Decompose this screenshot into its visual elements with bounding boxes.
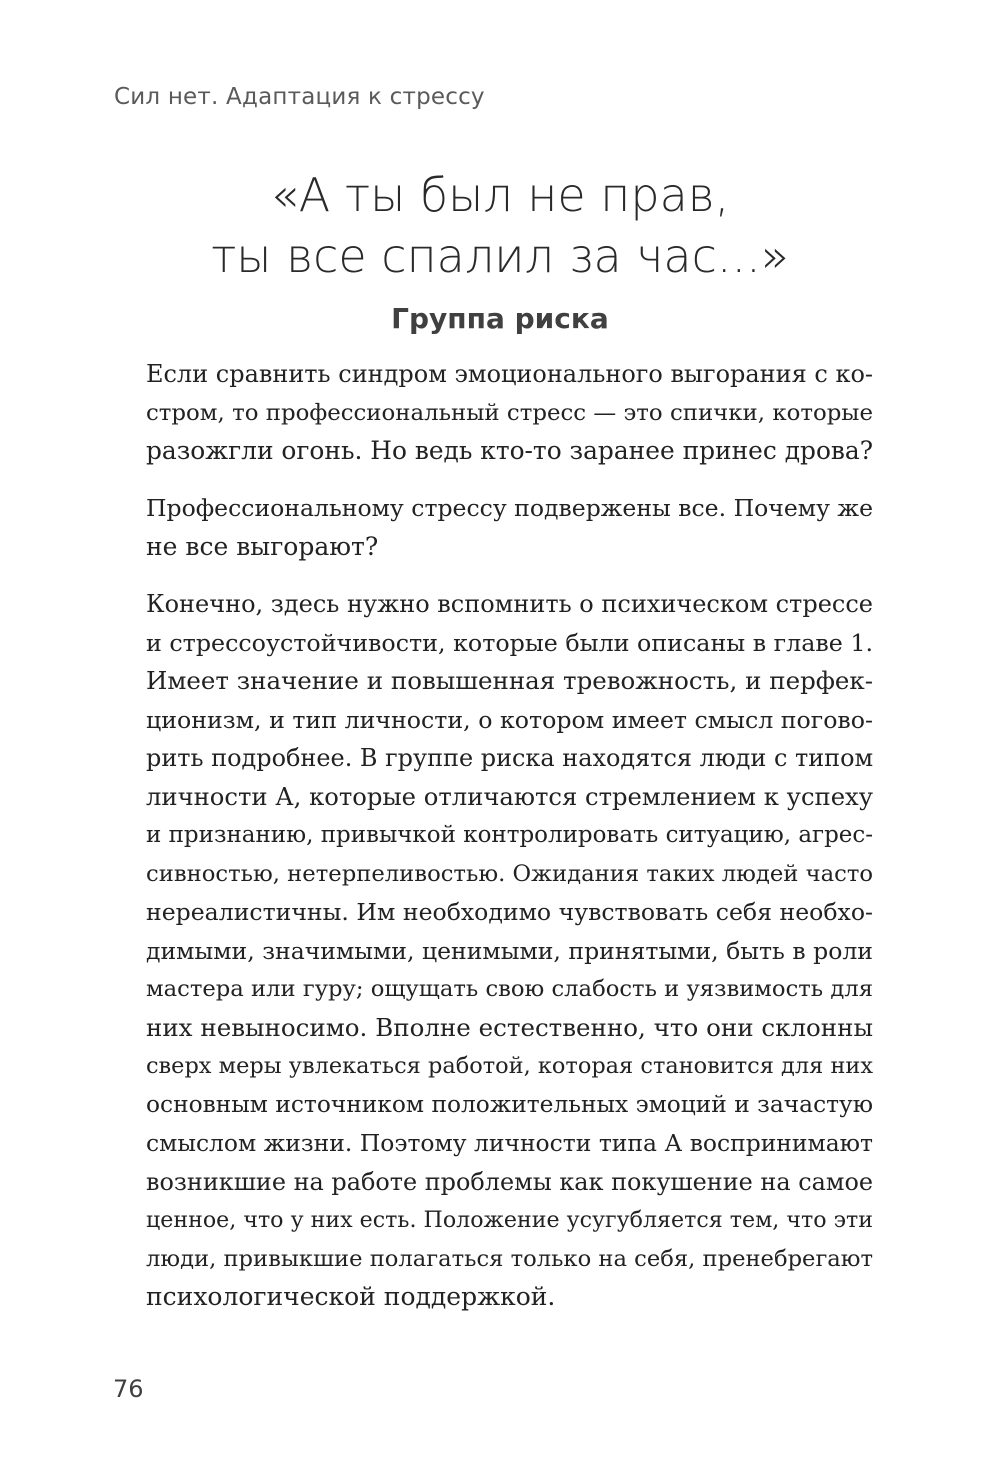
text-line: стром, то профессиональный стресс — это спички, которые	[146, 399, 873, 426]
text-line: сверх меры увлекаться работой, которая становится для них	[146, 1053, 873, 1079]
text-line: ционизм, и тип личности, о котором имеет смысл погово-	[146, 705, 873, 734]
text-line: Имеет значение и повышенная тревожность, и перфек-	[146, 666, 873, 695]
paragraph	[146, 585, 873, 1317]
text-line: не все выгорают?	[146, 531, 379, 561]
text-line: ценное, что у них есть. Положение усугубляется тем, что эти	[146, 1207, 873, 1233]
section-title: Группа риска	[391, 302, 609, 335]
text-line: психологической поддержкой.	[146, 1282, 556, 1311]
running-head: Сил нет. Адаптация к стрессу	[114, 84, 485, 110]
page-number: 76	[113, 1375, 144, 1403]
text-line: сивностью, нетерпеливостью. Ожидания таких людей часто	[146, 860, 874, 887]
text-line: личности А, которые отличаются стремлением к успеху	[146, 781, 873, 811]
paragraph	[146, 489, 873, 566]
text-line: Если сравнить синдром эмоционального выгорания с ко-	[146, 360, 873, 388]
text-line: димыми, значимыми, ценимыми, принятыми, быть в роли	[146, 936, 873, 965]
text-line: смыслом жизни. Поэтому личности типа А воспринимают	[146, 1129, 873, 1157]
text-line: Профессиональному стрессу подвержены все. Почему же	[146, 494, 873, 522]
chapter-title-line: «А ты был не прав,	[270, 168, 730, 222]
text-line: и признанию, привычкой контролировать ситуацию, агрес-	[146, 822, 873, 848]
text-line: них невыносимо. Вполне естественно, что они склонны	[146, 1012, 873, 1042]
text-line: возникшие на работе проблемы как покушение на самое	[146, 1167, 873, 1196]
text-line: Конечно, здесь нужно вспомнить о психическом стрессе	[146, 590, 873, 618]
text-line: разожгли огонь. Но ведь кто-то заранее принес дрова?	[146, 436, 874, 465]
text-line: мастера или гуру; ощущать свою слабость и уязвимость для	[146, 976, 873, 1002]
text-line: люди, привыкшие полагаться только на себя, пренебрегают	[146, 1245, 873, 1272]
paragraph	[146, 355, 873, 471]
text-line: и стрессоустойчивости, которые были описаны в главе 1.	[146, 628, 873, 657]
text-line: нереалистичны. Им необходимо чувствовать себя необхо-	[146, 898, 873, 926]
text-line: основным источником положительных эмоций и зачастую	[146, 1090, 873, 1118]
chapter-title-line: ты все спалил за час...»	[211, 229, 789, 283]
chapter-title	[0, 165, 1000, 287]
text-line: рить подробнее. В группе риска находятся люди с типом	[146, 744, 874, 772]
